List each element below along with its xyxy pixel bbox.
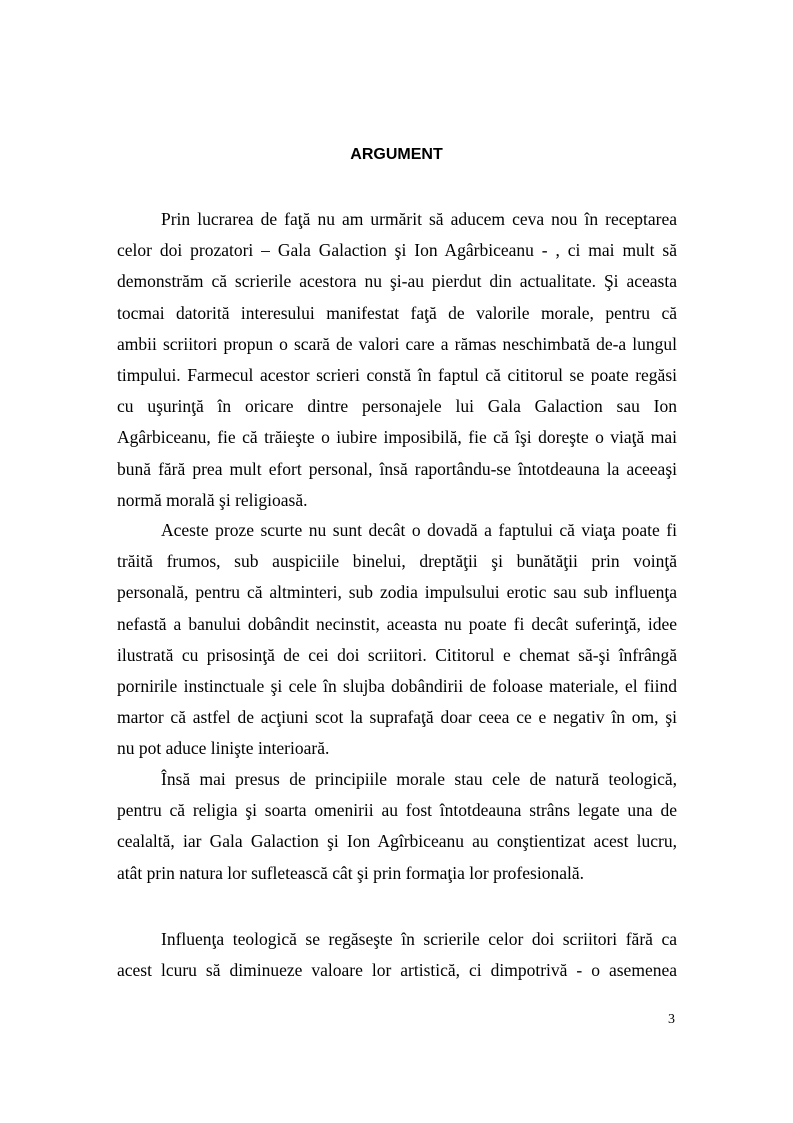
text-line: bună fără prea mult efort personal, însă raportându-se întotdeauna la aceeaşi xyxy=(117,458,677,479)
text-line: Însă mai presus de principiile morale stau cele de natură teologică, xyxy=(161,769,677,789)
paragraph-3 xyxy=(117,764,677,889)
page-number: 3 xyxy=(668,1012,675,1027)
text-line: Aceste proze scurte nu sunt decât o dovadă a faptului că viaţa poate fi xyxy=(161,520,677,540)
text-line: nefastă a banului dobândit necinstit, aceasta nu poate fi decât suferinţă, idee xyxy=(117,613,677,634)
text-line: pentru că religia şi soarta omenirii au fost întotdeauna strâns legate una de xyxy=(117,800,677,821)
text-line: personală, pentru că altminteri, sub zodia impulsului erotic sau sub influenţa xyxy=(117,582,677,603)
text-line: demonstrăm că scrierile acestora nu şi-au pierdut din actualitate. Şi aceasta xyxy=(117,271,677,292)
text-line: tocmai datorită interesului manifestat faţă de valorile morale, pentru că xyxy=(117,302,677,323)
text-line: trăită frumos, sub auspiciile binelui, dreptăţii şi bunătăţii prin voinţă xyxy=(117,551,677,572)
text-line: nu pot aduce linişte interioară. xyxy=(117,738,330,759)
paragraph-4 xyxy=(117,924,677,986)
text-line: Agârbiceanu, fie că trăieşte o iubire imposibilă, fie că îşi doreşte o viaţă mai xyxy=(117,427,677,448)
text-line: timpului. Farmecul acestor scrieri constă în faptul că cititorul se poate regăsi xyxy=(117,364,677,385)
paragraph-2 xyxy=(117,515,677,765)
text-line: Influenţa teologică se regăseşte în scrierile celor doi scriitori fără ca xyxy=(161,929,677,949)
text-line: cealaltă, iar Gala Galaction şi Ion Agîrbiceanu au conştientizat acest lucru, xyxy=(117,831,677,852)
text-line: pornirile instinctuale şi cele în slujba dobândirii de foloase materiale, el fiind xyxy=(117,675,677,696)
text-line: celor doi prozatori – Gala Galaction şi Ion Agârbiceanu - , ci mai mult să xyxy=(117,240,677,261)
page-title: ARGUMENT xyxy=(350,146,443,163)
paragraph-1 xyxy=(117,204,677,516)
text-line: martor că astfel de acţiuni scot la suprafaţă doar ceea ce e negativ în om, şi xyxy=(117,707,677,728)
text-line: acest lcuru să diminueze valoare lor artistică, ci dimpotrivă - o asemenea xyxy=(117,960,677,981)
text-line: cu uşurinţă în oricare dintre personajele lui Gala Galaction sau Ion xyxy=(117,396,677,417)
text-line: normă morală şi religioasă. xyxy=(117,489,308,510)
text-line: ilustrată cu prisosinţă de cei doi scriitori. Cititorul e chemat să-şi înfrângă xyxy=(117,644,677,665)
text-line: Prin lucrarea de faţă nu am urmărit să aducem ceva nou în receptarea xyxy=(161,209,677,229)
text-line: ambii scriitori propun o scară de valori care a rămas neschimbată de-a lungul xyxy=(117,333,677,354)
text-line: atât prin natura lor sufletească cât şi prin formaţia lor profesională. xyxy=(117,862,584,883)
